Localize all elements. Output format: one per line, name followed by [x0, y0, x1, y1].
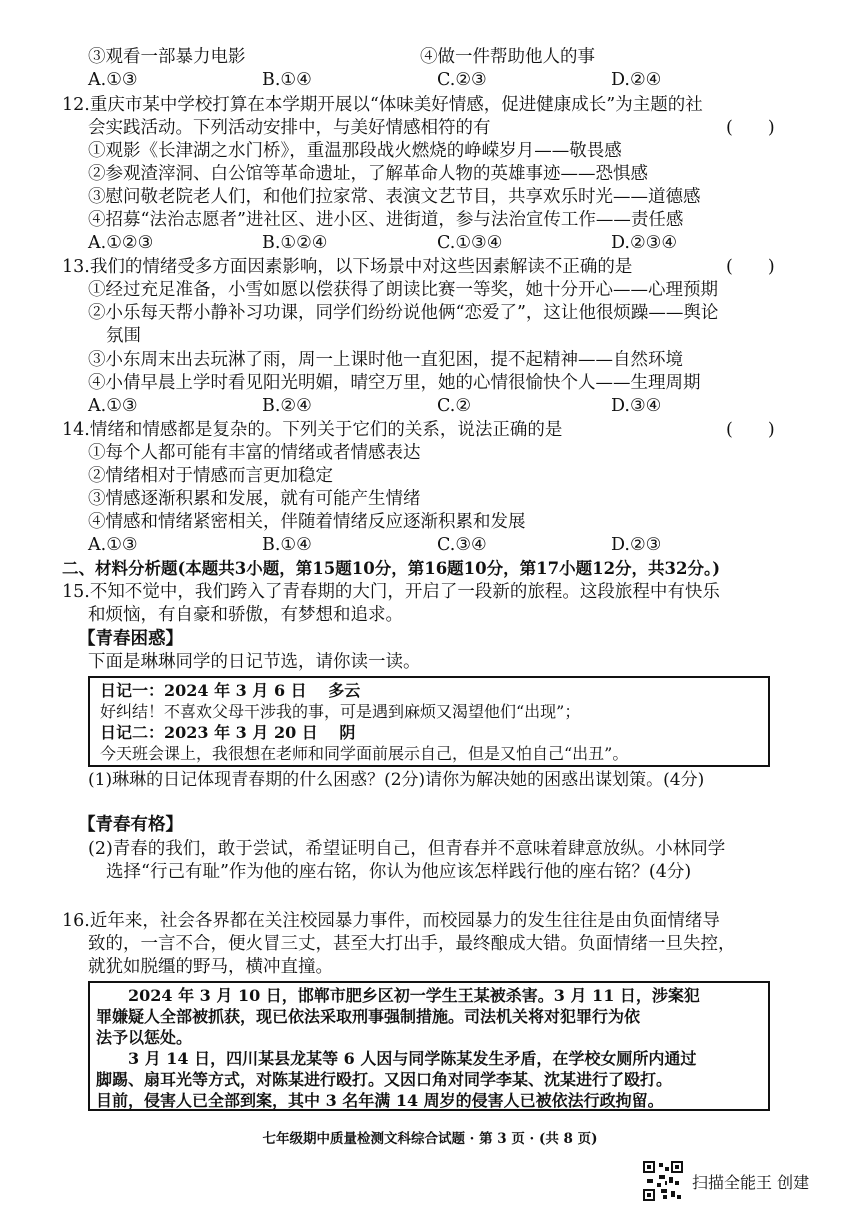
q15-stem-line2: 和烦恼，有自豪和骄傲，有梦想和追求。: [88, 605, 403, 625]
q14-choice-c: C.③④: [437, 535, 487, 555]
q11-choice-d: D.②④: [611, 70, 662, 90]
q16-stem-line1: 16.近年来，社会各界都在关注校园暴力事件，而校园暴力的发生往往是由负面情绪导: [62, 911, 720, 931]
q14-choice-b: B.①④: [262, 535, 312, 555]
diary-entry-1-date: 日记一：2024 年 3 月 6 日 多云: [100, 681, 361, 700]
q12-item-3: ③慰问敬老院老人们，和他们拉家常、表演文艺节目，共享欢乐时光——道德感: [88, 187, 701, 207]
q16-stem-line2: 致的，一言不合，便火冒三丈，甚至大打出手，最终酿成大错。负面情绪一旦失控，: [88, 934, 736, 954]
q13-item-1: ①经过充足准备，小雪如愿以偿获得了朗读比赛一等奖，她十分开心——心理预期: [88, 280, 718, 300]
scanner-watermark: 扫描全能王 创建: [692, 1173, 810, 1192]
q14-stem: 14.情绪和情感都是复杂的。下列关于它们的关系，说法正确的是: [62, 420, 563, 440]
q12-stem-line2: 会实践活动。下列活动安排中，与美好情感相符的有: [88, 118, 491, 138]
news-line-5: 脚踢、扇耳光等方式，对陈某进行殴打。又因口角对同学李某、沈某进行了殴打。: [96, 1070, 673, 1089]
q13-choice-c: C.②: [437, 396, 472, 416]
page-footer: 七年级期中质量检测文科综合试题 · 第 3 页 · (共 8 页): [262, 1131, 598, 1147]
q11-option-3: ③观看一部暴力电影: [88, 47, 246, 67]
section-2-heading: 二、材料分析题(本题共3小题，第15题10分，第16题10分，第17小题12分，共32分。): [62, 559, 721, 578]
q11-option-4: ④做一件帮助他人的事: [420, 47, 595, 67]
diary-entry-2-date: 日记二：2023 年 3 月 20 日 阴: [100, 723, 356, 742]
qr-code-icon: [643, 1161, 683, 1201]
q13-answer-paren: ( ): [726, 257, 775, 277]
q13-item-4: ④小倩早晨上学时看见阳光明媚，晴空万里，她的心情很愉快个人——生理周期: [88, 373, 701, 393]
q14-item-3: ③情感逐渐积累和发展，就有可能产生情绪: [88, 489, 421, 509]
q15-stem-line1: 15.不知不觉中，我们跨入了青春期的大门，开启了一段新的旅程。这段旅程中有快乐: [62, 582, 720, 602]
q11-choice-c: C.②③: [437, 70, 487, 90]
q12-stem-line1: 12.重庆市某中学校打算在本学期开展以“体味美好情感，促进健康成长”为主题的社: [62, 95, 703, 115]
q12-answer-paren: ( ): [726, 118, 775, 138]
q13-stem: 13.我们的情绪受多方面因素影响，以下场景中对这些因素解读不正确的是: [62, 257, 633, 277]
q15-heading-confusion: 【青春困惑】: [78, 629, 183, 649]
q14-choice-a: A.①③: [88, 535, 138, 555]
q14-choice-d: D.②③: [611, 535, 662, 555]
q13-choice-d: D.③④: [611, 396, 662, 416]
q14-item-4: ④情感和情绪紧密相关，伴随着情绪反应逐渐积累和发展: [88, 512, 526, 532]
diary-entry-1-text: 好纠结！不喜欢父母干涉我的事，可是遇到麻烦又渴望他们“出现”；: [100, 702, 581, 721]
q15-intro: 下面是琳琳同学的日记节选，请你读一读。: [88, 652, 421, 672]
q12-choice-d: D.②③④: [611, 233, 678, 253]
news-line-3: 法予以惩处。: [96, 1028, 193, 1047]
q16-stem-line3: 就犹如脱缰的野马，横冲直撞。: [88, 957, 333, 977]
q11-choice-b: B.①④: [262, 70, 312, 90]
q12-choice-c: C.①③④: [437, 233, 503, 253]
q15-heading-character: 【青春有格】: [78, 815, 183, 835]
q12-choice-b: B.①②④: [262, 233, 328, 253]
q15-subquestion-2-line1: (2)青春的我们，敢于尝试，希望证明自己，但青春并不意味着肆意放纵。小林同学: [88, 839, 726, 859]
q15-subquestion-1: (1)琳琳的日记体现青春期的什么困惑？(2分)请你为解决她的困惑出谋划策。(4分): [88, 770, 705, 790]
diary-entry-2-text: 今天班会课上，我很想在老师和同学面前展示自己，但是又怕自己“出丑”。: [100, 744, 629, 763]
q13-item-2: ②小乐每天帮小静补习功课，同学们纷纷说他俩“恋爱了”，这让他很烦躁——舆论: [88, 303, 719, 323]
news-line-4: 3 月 14 日，四川某县龙某等 6 人因与同学陈某发生矛盾，在学校女厕所内通过: [96, 1049, 697, 1068]
news-line-2: 罪嫌疑人全部被抓获，现已依法采取刑事强制措施。司法机关将对犯罪行为依: [96, 1007, 641, 1026]
q13-choice-b: B.②④: [262, 396, 312, 416]
q12-item-2: ②参观渣滓洞、白公馆等革命遗址，了解革命人物的英雄事迹——恐惧感: [88, 164, 648, 184]
news-line-6: 目前，侵害人已全部到案，其中 3 名年满 14 周岁的侵害人已被依法行政拘留。: [96, 1091, 664, 1110]
news-line-1: 2024 年 3 月 10 日，邯郸市肥乡区初一学生王某被杀害。3 月 11 日，涉案犯: [96, 986, 700, 1005]
q15-subquestion-2-line2: 选择“行己有耻”作为他的座右铭，你认为他应该怎样践行他的座右铭？(4分): [106, 862, 692, 882]
q12-item-4: ④招募“法治志愿者”进社区、进小区、进街道，参与法治宣传工作——责任感: [88, 210, 684, 230]
q13-item-3: ③小东周末出去玩淋了雨，周一上课时他一直犯困，提不起精神——自然环境: [88, 350, 683, 370]
q13-item-2-cont: 氛围: [106, 326, 141, 346]
q14-item-2: ②情绪相对于情感而言更加稳定: [88, 466, 333, 486]
q11-choice-a: A.①③: [88, 70, 138, 90]
q14-answer-paren: ( ): [726, 420, 775, 440]
q14-item-1: ①每个人都可能有丰富的情绪或者情感表达: [88, 443, 421, 463]
q13-choice-a: A.①③: [88, 396, 138, 416]
q12-item-1: ①观影《长津湖之水门桥》，重温那段战火燃烧的峥嵘岁月——敬畏感: [88, 141, 622, 161]
q12-choice-a: A.①②③: [88, 233, 154, 253]
